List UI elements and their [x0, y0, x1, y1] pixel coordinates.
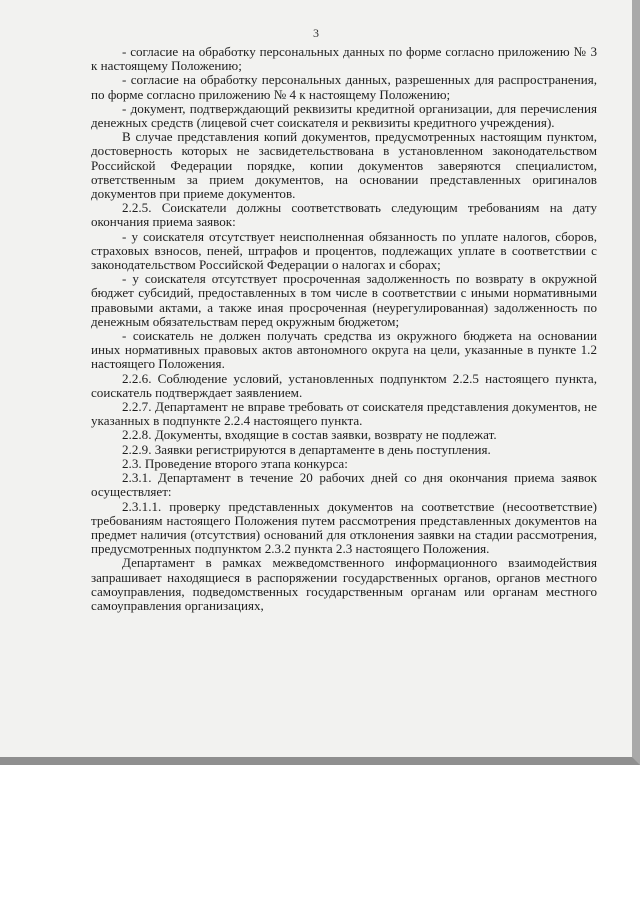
page-number: 3: [313, 26, 319, 40]
paragraph: 2.2.7. Департамент не вправе требовать от соискателя представления документов, не указанных в подпункте 2.2.4 настоящего пункта.: [91, 399, 597, 429]
paragraph: 2.3. Проведение второго этапа конкурса:: [122, 455, 348, 471]
blank-area: [0, 765, 640, 905]
paragraph: 2.2.9. Заявки регистрируются в департаменте в день поступления.: [122, 441, 491, 457]
paragraph: 2.2.8. Документы, входящие в состав заявки, возврату не подлежат.: [122, 427, 497, 443]
paragraph: В случае представления копий документов, предусмотренных настоящим пунктом, достоверность которых не засвидетельствована в установленном законодательством Российской Федерации порядке, копии документов заверяются специалистом, ответственным за прием документов, на основании представленных оригиналов документов при приеме документов.: [91, 129, 597, 202]
paragraph: 2.3.1. Департамент в течение 20 рабочих дней со дня окончания приема заявок осуществляет:: [91, 470, 597, 500]
paragraph: 2.2.5. Соискатели должны соответствовать следующим требованиям на дату окончания приема заявок:: [91, 200, 597, 230]
paragraph: 2.3.1.1. проверку представленных документов на соответствие (несоответствие) требованиям настоящего Положения путем рассмотрения представленных документов на предмет наличия (отсутствия) оснований для отклонения заявки на стадии рассмотрения, предусмотренных подпунктом 2.3.2 пункта 2.3 настоящего Положения.: [91, 498, 597, 557]
paragraph: - документ, подтверждающий реквизиты кредитной организации, для перечисления денежных средств (лицевой счет соискателя и реквизиты кредитного учреждения).: [91, 100, 597, 131]
paragraph: Департамент в рамках межведомственного информационного взаимодействия запрашивает находящиеся в распоряжении государственных органов, органов местного самоуправления, подведомственных государственным органам или органам местного самоуправления организациях,: [91, 555, 597, 613]
document-body: [91, 45, 597, 613]
paragraph: - согласие на обработку персональных данных, разрешенных для распространения, по форме согласно приложению № 4 к настоящему Положению;: [91, 72, 597, 102]
paragraph: - соискатель не должен получать средства из окружного бюджета на основании иных нормативных правовых актов автономного округа на цели, указанные в пункте 1.2 настоящего Положения.: [91, 328, 597, 372]
paragraph: - у соискателя отсутствует неисполненная обязанность по уплате налогов, сборов, страховых взносов, пеней, штрафов и процентов, подлежащих уплате в соответствии с законодательством Российской Федерации о налогах и сборах;: [91, 228, 597, 273]
paragraph: 2.2.6. Соблюдение условий, установленных подпунктом 2.2.5 настоящего пункта, соискатель подтверждает заявлением.: [91, 370, 597, 400]
paragraph: - согласие на обработку персональных данных по форме согласно приложению № 3 к настоящему Положению;: [91, 44, 597, 74]
paragraph: - у соискателя отсутствует просроченная задолженность по возврату в окружной бюджет субсидий, предоставленных в том числе в соответствии с иными нормативными правовыми актами, а также иная просроченная (неурегулированная) задолженность по денежным обязательствам перед окружным бюджетом;: [91, 271, 597, 329]
